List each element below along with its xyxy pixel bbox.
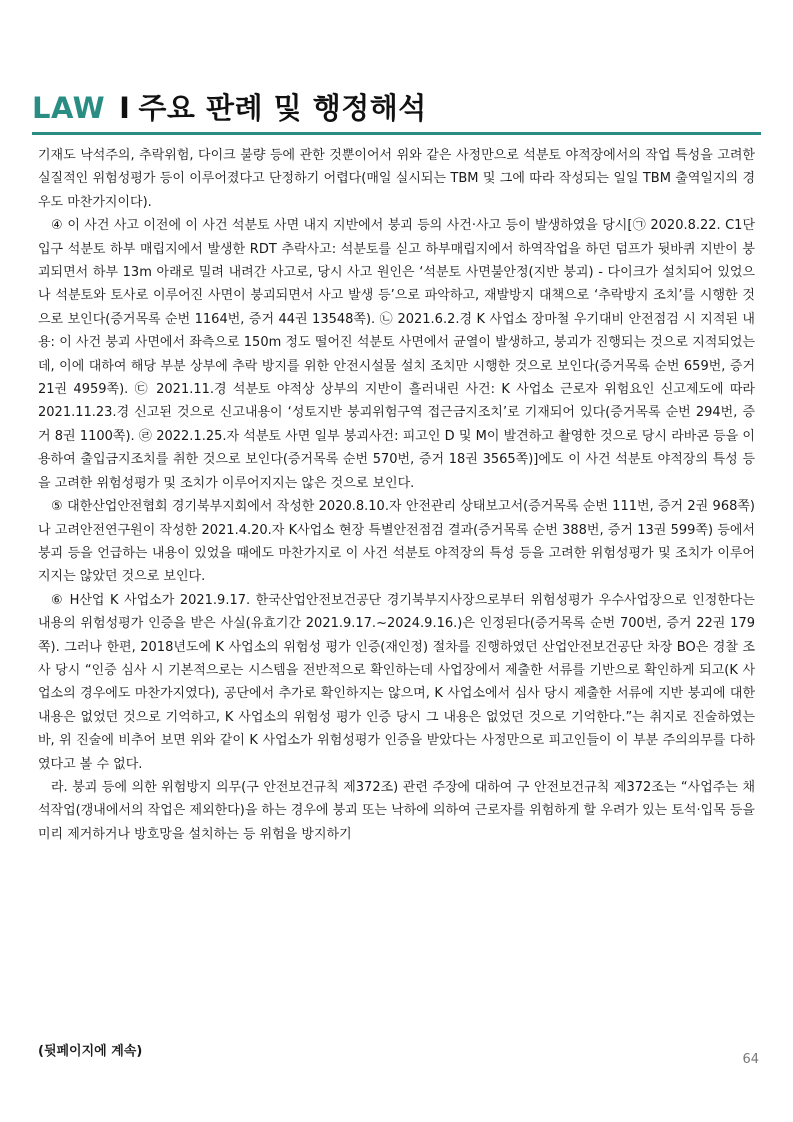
page-number: 64: [742, 1052, 759, 1067]
document-body: [38, 144, 755, 846]
law-label: LAW: [32, 91, 106, 125]
title-separator: I: [119, 91, 131, 125]
paragraph-4: ⑥ H산업 K 사업소가 2021.9.17. 한국산업안전보건공단 경기북부지사장으로부터 위험성평가 우수사업장으로 인정한다는 내용의 위험성평가 인증을 받은 사실(유효기간 2021.9.17.~2024.9.16.)은 인정된다(증거목록 순번 700번, 증거 22권 179쪽). 그러나 한편, 2018년도에 K 사업소의 위험성 평가 인증(재인정) 절차를 진행하였던 산업안전보건공단 차장 BO은 경찰 조사 당시 “인증 심사 시 기본적으로는 시스템을 전반적으로 확인하는데 사업장에서 제출한 서류를 기반으로 확인하게 되고(K 사업소의 경우에도 마찬가지였다), 공단에서 추가로 확인하지는 않으며, K 사업소에서 심사 당시 제출한 서류에 지반 붕괴에 대한 내용은 없었던 것으로 기억하고, K 사업소의 위험성 평가 인증 당시 그 내용은 없었던 것으로 기억한다.”는 취지로 진술하였는바, 위 진술에 비추어 보면 위와 같이 K 사업소가 위험성평가 인증을 받았다는 사정만으로 피고인들이 이 부분 주의의무를 다하였다고 볼 수 없다.: [38, 592, 755, 772]
paragraph-3: ⑤ 대한산업안전협회 경기북부지회에서 작성한 2020.8.10.자 안전관리 상태보고서(증거목록 순번 111번, 증거 2권 968쪽)나 고려안전연구원이 작성한 2021.4.20.자 K사업소 현장 특별안전점검 결과(증거목록 순번 388번, 증거 13권 599쪽) 등에서 붕괴 등을 언급하는 내용이 있었을 때에도 마찬가지로 이 사건 석분토 야적장의 특성 등을 고려한 위험성평가 및 조치가 이루어지지는 않았던 것으로 보인다.: [38, 499, 755, 585]
paragraph-1: 기재도 낙석주의, 추락위험, 다이크 불량 등에 관한 것뿐이어서 위와 같은 사정만으로 석분토 야적장에서의 작업 특성을 고려한 실질적인 위험성평가 등이 이루어졌다고 단정하기 어렵다(매일 실시되는 TBM 및 그에 따라 작성되는 일일 TBM 출역일지의 경우도 마찬가지이다).: [38, 148, 755, 210]
section-title: [32, 88, 761, 128]
page-header: [32, 88, 761, 128]
section-title-text: 주요 판례 및 행정해석: [138, 91, 427, 125]
continued-note: (뒷페이지에 계속): [38, 1044, 143, 1059]
header-rule: [32, 132, 761, 135]
paragraph-5: 라. 붕괴 등에 의한 위험방지 의무(구 안전보건규칙 제372조) 관련 주장에 대하여 구 안전보건규칙 제372조는 “사업주는 채석작업(갱내에서의 작업은 제외한다)을 하는 경우에 붕괴 또는 낙하에 의하여 근로자를 위험하게 할 우려가 있는 토석·입목 등을 미리 제거하거나 방호망을 설치하는 등 위험을 방지하기: [38, 779, 755, 842]
paragraph-2: ④ 이 사건 사고 이전에 이 사건 석분토 사면 내지 지반에서 붕괴 등의 사건·사고 등이 발생하였을 당시[㉠ 2020.8.22. C1단 입구 석분토 하부 매립지에서 발생한 RDT 추락사고: 석분토를 싣고 하부매립지에서 하역작업을 하던 덤프가 뒷바퀴 지반이 붕괴되면서 하부 13m 아래로 밀려 내려간 사고로, 당시 사고 원인은 ‘석분토 사면불안정(지반 붕괴) - 다이크가 설치되어 있었으나 석분토와 토사로 이루어진 사면이 붕괴되면서 사고 발생 등’으로 파악하고, 재발방지 대책으로 ‘추락방지 조치’를 시행한 것으로 보인다(증거목록 순번 1164번, 증거 44권 13548쪽). ㉡ 2021.6.2.경 K 사업소 장마철 우기대비 안전점검 시 지적된 내용: 이 사건 붕괴 사면에서 좌측으로 150m 정도 떨어진 석분토 사면에서 균열이 발생하고, 붕괴가 진행되는 것으로 지적되었는데, 이에 대하여 해당 부분 상부에 추락 방지를 위한 안전시설물 설치 조치만 시행한 것으로 보인다(증거목록 순번 659번, 증거 21권 4959쪽). ㉢ 2021.11.경 석분토 야적상 상부의 지반이 흘러내린 사건: K 사업소 근로자 위험요인 신고제도에 따라 2021.11.23.경 신고된 것으로 신고내용이 ‘성토지반 붕괴위험구역 접근금지조치’로 기재되어 있다(증거목록 순번 294번, 증거 8권 1100쪽). ㉣ 2022.1.25.자 석분토 사면 일부 붕괴사건: 피고인 D 및 M이 발견하고 촬영한 것으로 당시 라바콘 등을 이용하여 출입금지조치를 취한 것으로 보인다(증거목록 순번 570번, 증거 18권 3565쪽)]에도 이 사건 석분토 야적장의 특성 등을 고려한 위험성평가 및 조치가 이루어지지는 않은 것으로 보인다.: [38, 218, 755, 491]
